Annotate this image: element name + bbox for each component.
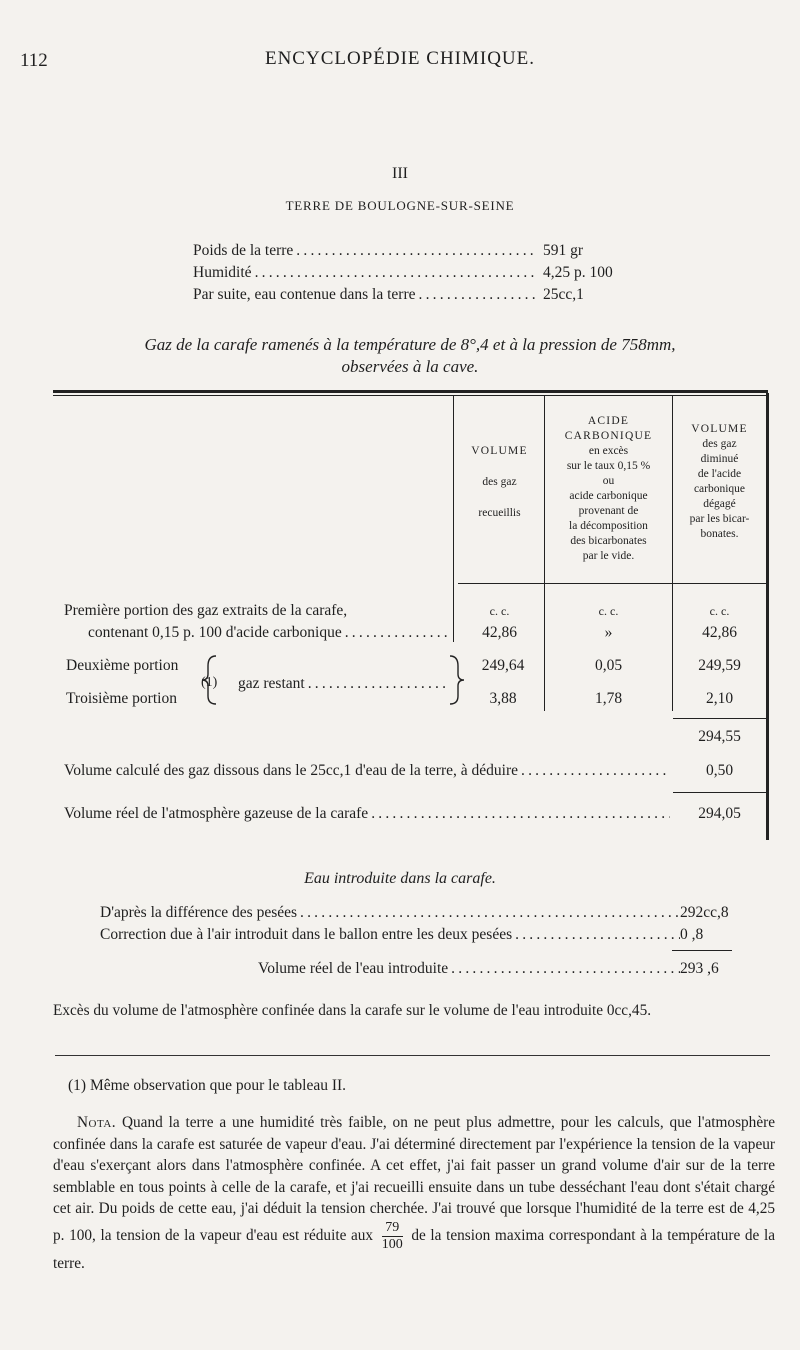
section-number: III — [392, 165, 408, 182]
table-caption-line2: observées à la cave. — [341, 357, 479, 376]
soil-weight-row — [193, 242, 653, 260]
water-row-1-label: D'après la différence des pesées — [100, 904, 298, 921]
footnote-rule — [55, 1055, 770, 1056]
unit-col2: c. c. — [598, 604, 619, 618]
row-first-label-1: Première portion des gaz extraits de la carafe, — [64, 602, 348, 619]
row-first-label-2-wrap — [88, 624, 450, 642]
table-right-border — [766, 393, 769, 840]
table-top-rule-thin — [53, 395, 768, 396]
water-row-2-label: Correction due à l'air introduit dans le ballon entre les deux pesées — [100, 926, 513, 943]
table-top-rule — [53, 390, 768, 393]
header-underline — [458, 583, 766, 584]
header-carbonic-acid: ACIDE CARBONIQUE en excès sur le taux 0,15 % ou acide carbonique provenant de la décomposition des bicarbonates par le vide. — [564, 415, 653, 562]
row-third-col1: 3,88 — [489, 690, 517, 707]
water-row-1 — [100, 904, 762, 922]
row-third-label: Troisième portion — [66, 690, 177, 707]
water-total-value: 293 ,6 — [680, 960, 719, 977]
real-volume-value: 294,05 — [698, 805, 741, 822]
brace-text: gaz restant — [238, 675, 305, 692]
row-second-col2: 0,05 — [594, 657, 623, 674]
subtotal-rule — [673, 718, 766, 719]
row-second-col1: 249,64 — [481, 657, 525, 674]
water-row-2-value: 0 ,8 — [680, 926, 704, 943]
water-total-label: Volume réel de l'eau introduite — [258, 960, 449, 977]
row-second-label: Deuxième portion — [66, 657, 179, 674]
row-third-col3: 2,10 — [705, 690, 734, 707]
footnote: (1) Même observation que pour le tableau II. — [68, 1077, 347, 1094]
subtotal-value: 294,55 — [698, 728, 741, 745]
nota-label: Nota. — [77, 1114, 117, 1131]
row-first-col2: » — [604, 624, 613, 641]
table-divider-1 — [453, 395, 454, 642]
dissolved-row — [64, 762, 670, 780]
water-title: Eau introduite dans la carafe. — [304, 870, 496, 887]
brace-text-wrap — [238, 675, 450, 693]
nota-text-2: de la tension maxima correspondant à la température de la terre. — [53, 1226, 775, 1272]
real-volume-row — [64, 805, 670, 823]
water-row-2 — [100, 926, 762, 944]
row-first-col3: 42,86 — [702, 624, 737, 641]
table-caption-line1: Gaz de la carafe ramenés à la température de 8°,4 et à la pression de 758mm, — [144, 335, 676, 354]
unit-col3: c. c. — [709, 604, 730, 618]
soil-water-label: Par suite, eau contenue dans la terre — [193, 286, 416, 303]
soil-weight-value: 591 gr — [543, 242, 584, 259]
header-volume-diminished: VOLUME des gaz diminué de l'acide carbonique dégagé par les bicar- bonates. — [689, 423, 750, 540]
nota-paragraph — [53, 1112, 775, 1274]
page-number: 112 — [20, 50, 48, 71]
total-rule — [673, 792, 766, 793]
row-first-col1: 42,86 — [482, 624, 517, 641]
soil-humidity-label: Humidité — [193, 264, 252, 281]
dissolved-label: Volume calculé des gaz dissous dans le 25cc,1 d'eau de la terre, à déduire — [64, 762, 518, 779]
water-row-1-value: 292cc,8 — [680, 904, 729, 921]
water-total-rule — [672, 950, 732, 951]
section-title: TERRE DE BOULOGNE-SUR-SEINE — [285, 198, 515, 213]
header-volume-collected: VOLUME des gaz recueillis — [471, 445, 528, 519]
dissolved-value: 0,50 — [705, 762, 734, 779]
soil-humidity-row — [193, 264, 653, 282]
soil-water-row — [193, 286, 653, 304]
row-first-label-2: contenant 0,15 p. 100 d'acide carbonique — [88, 624, 342, 641]
running-title: ENCYCLOPÉDIE CHIMIQUE. — [264, 48, 536, 69]
soil-water-value: 25cc,1 — [543, 286, 584, 303]
nota-text-1: Quand la terre a une humidité très faible, on ne peut plus admettre, pour les calculs, que l'atmosphère confinée dans la carafe est saturée de vapeur d'eau. J'ai déterminé directement par l'expérience la tension de la vapeur d'eau s'exerçant alors dans l'atmosphère confinée. A cet effet, j'ai fait passer un grand volume d'air sur de la terre semblable en tous points à celle de la carafe, et j'ai recueilli ensuite dans un tube desséchant l'eau dont s'était chargé cet air. Du poids de cette eau, j'ai déduit la tension cherchée. J'ai trouvé que lorsque l'humidité de la terre est de 4,25 p. 100, la tension de la vapeur d'eau est réduite aux — [53, 1114, 775, 1244]
fraction: $\frac{79}{100}$ — [381, 1219, 403, 1252]
water-total-row — [258, 960, 762, 978]
unit-col1: c. c. — [489, 604, 510, 618]
excess-line: Excès du volume de l'atmosphère confinée dans la carafe sur le volume de l'eau introduite 0cc,45. — [53, 1002, 652, 1019]
row-second-col3: 249,59 — [698, 657, 741, 674]
soil-weight-label: Poids de la terre — [193, 242, 294, 259]
soil-humidity-value: 4,25 p. 100 — [543, 264, 613, 281]
brace-note-ref: (1) — [201, 675, 218, 690]
row-third-col2: 1,78 — [594, 690, 623, 707]
real-volume-label: Volume réel de l'atmosphère gazeuse de la carafe — [64, 805, 369, 822]
